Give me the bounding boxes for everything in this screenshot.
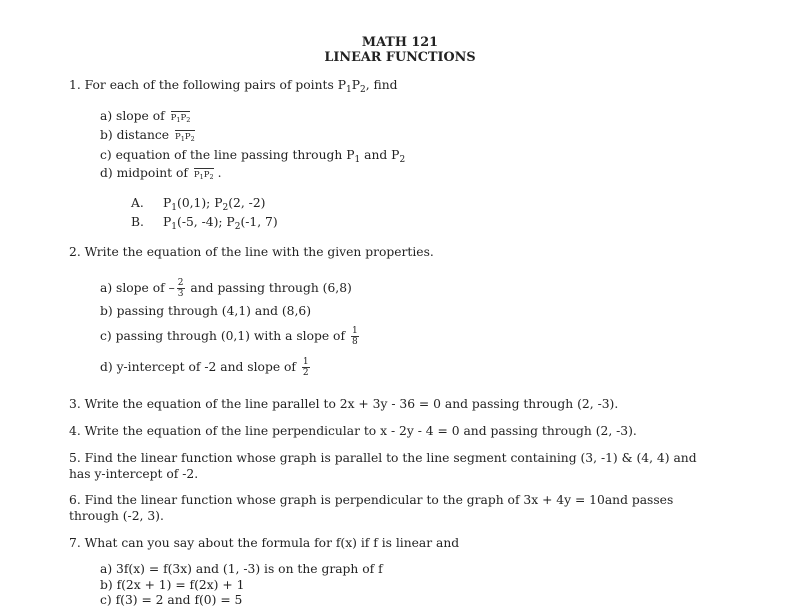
question-6-line-1: 6. Find the linear function whose graph is perpendicular to the graph of 3x + 4y = 10and passes [69, 493, 674, 507]
pair-b-label: B. [131, 215, 144, 229]
q2-item-d: d) y-intercept of -2 and slope of $\frac{1}{2}$ [100, 357, 309, 378]
question-7: 7. What can you say about the formula for f(x) if f is linear and [69, 536, 460, 550]
course-heading: MATH 121 [361, 35, 439, 50]
q1-item-b: b) distance $P_1P_2$ [100, 128, 195, 143]
pair-a-label: A. [131, 196, 144, 210]
pair-a: $P_1(0,1)$; $P_2(2$, -2) [163, 196, 266, 213]
question-4: 4. Write the equation of the line perpendicular to x - 2y - 4 = 0 and passing through (2, -3). [69, 424, 637, 438]
pair-b: $P_1(-5$, -4); $P_2(-1$, 7) [163, 215, 278, 232]
question-5-line-1: 5. Find the linear function whose graph is parallel to the line segment containing (3, -1) & (4, 4) and [69, 451, 697, 465]
q2-item-b: b) passing through (4,1) and (8,6) [100, 304, 312, 318]
q7-item-a: a) 3f(x) = f(3x) and (1, -3) is on the graph of f [100, 562, 383, 576]
q1-item-a: a) slope of $P_1P_2$ [100, 109, 191, 124]
q7-item-b: b) f(2x + 1) = f(2x) + 1 [100, 578, 245, 592]
q1-item-c: c) equation of the line passing through $P_1$ and $P_2$ [100, 148, 406, 165]
question-5-line-2: has y-intercept of -2. [69, 467, 199, 481]
fraction: $\frac{1}{8}$ [351, 326, 358, 347]
q2-item-c: c) passing through (0,1) with a slope of $\frac{1}{8}$ [100, 326, 358, 347]
fraction: $\frac{1}{2}$ [302, 357, 309, 378]
question-1: 1. For each of the following pairs of points $P_1P_2$, find [69, 78, 398, 95]
page-title: LINEAR FUNCTIONS [324, 50, 476, 65]
segment-p1p2: $P_1P_2$ [174, 132, 195, 143]
question-2: 2. Write the equation of the line with the given properties. [69, 245, 434, 259]
q7-item-c: c) f(3) = 2 and f(0) = 5 [100, 593, 243, 607]
segment-p1p2: $P_1P_2$ [170, 113, 191, 124]
q2-item-a: a) slope of – $\frac{2}{3}$ and passing through (6,8) [100, 278, 352, 299]
question-3: 3. Write the equation of the line parallel to 2x + 3y - 36 = 0 and passing through (2, -3). [69, 397, 619, 411]
question-6-line-2: through (-2, 3). [69, 509, 164, 523]
fraction: $\frac{2}{3}$ [177, 278, 184, 299]
segment-p1p2: $P_1P_2$ [193, 170, 214, 181]
q1-item-d: d) midpoint of $P_1P_2$ . [100, 166, 222, 181]
